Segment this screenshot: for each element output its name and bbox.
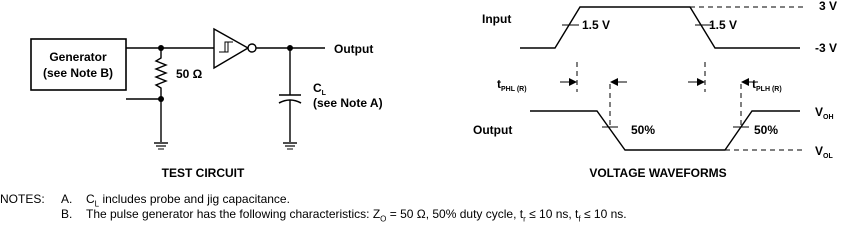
test-circuit <box>31 29 383 180</box>
cap-note: (see Note A) <box>313 96 383 110</box>
buffer-triangle <box>214 29 248 68</box>
note-a-text: $C_L$ includes probe and jig capacitance. <box>86 192 290 209</box>
resistor <box>156 48 166 99</box>
v-low-label: -3 V <box>815 41 838 55</box>
notes-section <box>0 192 843 222</box>
cap-label: $C_L$ <box>313 81 326 97</box>
tphl-label: $t_{PHL (R)}$ <box>497 77 527 93</box>
v-high-label: 3 V <box>819 0 838 13</box>
pct-label-left: 50% <box>631 123 656 137</box>
test-circuit-title: TEST CIRCUIT <box>161 166 245 180</box>
note-b <box>0 207 843 222</box>
threshold-label-right: 1.5 V <box>709 18 738 32</box>
note-b-text: The pulse generator has the following characteristics: $Z_O = 50$ Ω, 50% duty cycle, $t_r \le 10$ ns, $t_f \le 10$ ns. <box>86 207 627 224</box>
note-b-letter: B. <box>61 207 73 221</box>
voh-label: $V_{OH}$ <box>815 105 834 121</box>
ground-icon <box>154 143 168 149</box>
generator-note: (see Note B) <box>42 66 114 80</box>
ground-icon <box>283 143 297 149</box>
notes-heading: NOTES: <box>0 192 45 206</box>
note-a <box>0 192 843 207</box>
input-waveform <box>520 7 800 48</box>
input-label: Input <box>482 12 512 26</box>
voltage-waveforms-title: VOLTAGE WAVEFORMS <box>589 166 727 180</box>
threshold-label-left: 1.5 V <box>582 18 611 32</box>
pct-label-right: 50% <box>754 123 779 137</box>
output-waveform-label: Output <box>473 123 513 137</box>
resistor-label: 50 Ω <box>176 67 203 81</box>
inverter-bubble <box>248 44 256 52</box>
vol-label: $V_{OL}$ <box>815 144 833 160</box>
tplh-label: $t_{PLH (R)}$ <box>752 77 782 93</box>
generator-label: Generator <box>49 50 107 64</box>
output-label: Output <box>334 42 374 56</box>
generator-box <box>31 39 126 90</box>
voltage-waveforms <box>473 0 837 180</box>
note-a-letter: A. <box>61 192 73 206</box>
